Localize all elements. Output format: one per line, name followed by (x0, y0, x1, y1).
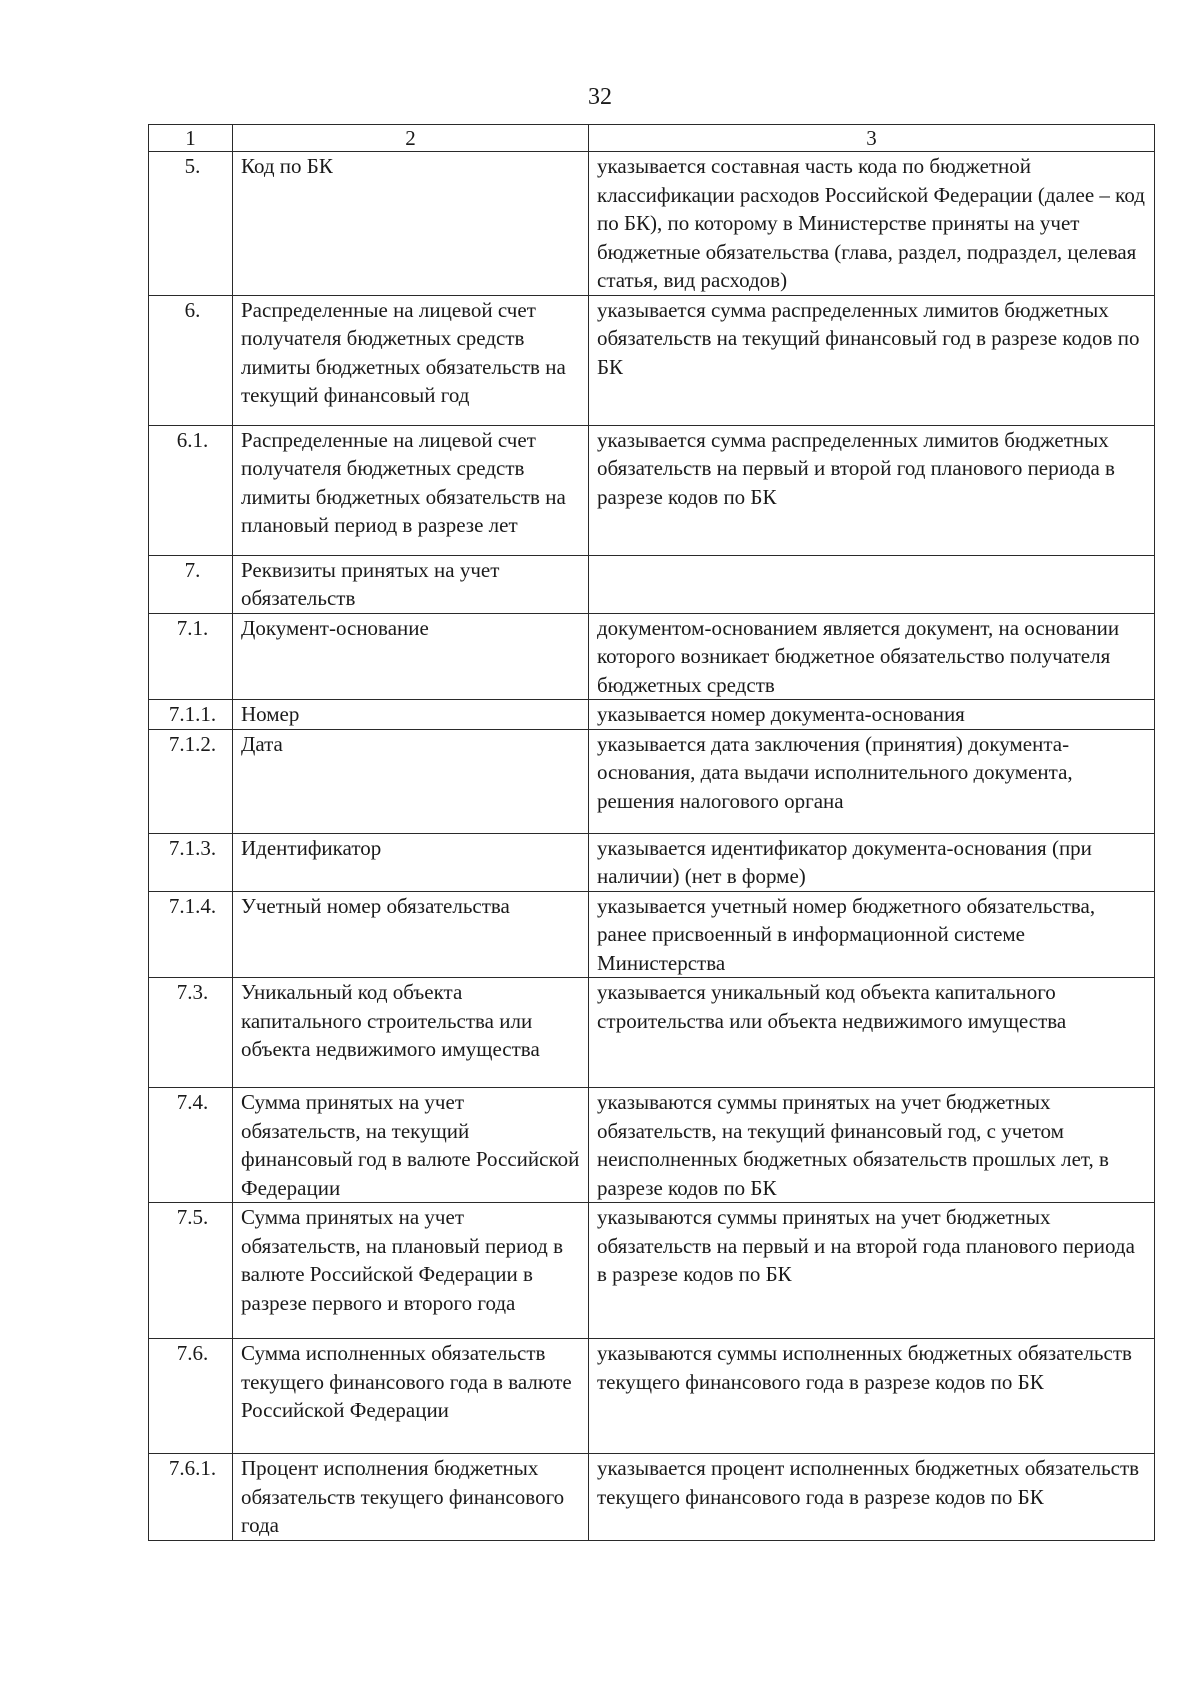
row-field-name: Учетный номер обязательства (233, 891, 589, 978)
page-number: 32 (588, 84, 612, 110)
row-number: 6.1. (149, 425, 233, 555)
table-row (149, 1088, 1155, 1203)
row-field-name: Сумма исполненных обязательств текущего финансового года в валюте Российской Федерации (233, 1339, 589, 1454)
row-description: указывается идентификатор документа-основания (при наличии) (нет в форме) (589, 833, 1155, 891)
column-header-1: 1 (149, 125, 233, 152)
row-description: указывается дата заключения (принятия) документа-основания, дата выдачи исполнительного документа, решения налогового органа (589, 729, 1155, 833)
row-field-name: Сумма принятых на учет обязательств, на текущий финансовый год в валюте Российской Федерации (233, 1088, 589, 1203)
row-field-name: Код по БК (233, 152, 589, 296)
row-description: указывается сумма распределенных лимитов бюджетных обязательств на первый и второй год планового периода в разрезе кодов по БК (589, 425, 1155, 555)
row-number: 6. (149, 295, 233, 425)
row-number: 7.1.3. (149, 833, 233, 891)
table-row (149, 1339, 1155, 1454)
row-field-name: Дата (233, 729, 589, 833)
row-field-name: Реквизиты принятых на учет обязательств (233, 555, 589, 613)
row-description: указывается составная часть кода по бюджетной классификации расходов Российской Федерации (далее – код по БК), по которому в Министерстве приняты на учет бюджетные обязательства (глава, раздел, подраздел, целевая статья, вид расходов) (589, 152, 1155, 296)
column-header-2: 2 (233, 125, 589, 152)
row-description: указывается сумма распределенных лимитов бюджетных обязательств на текущий финансовый год в разрезе кодов по БК (589, 295, 1155, 425)
row-number: 7. (149, 555, 233, 613)
row-number: 7.1. (149, 613, 233, 700)
row-field-name: Уникальный код объекта капитального строительства или объекта недвижимого имущества (233, 978, 589, 1088)
row-number: 7.1.1. (149, 700, 233, 730)
row-field-name: Распределенные на лицевой счет получателя бюджетных средств лимиты бюджетных обязательств на плановый период в разрезе лет (233, 425, 589, 555)
table-header-row (149, 125, 1155, 152)
row-field-name: Номер (233, 700, 589, 730)
row-description: указываются суммы исполненных бюджетных обязательств текущего финансового года в разрезе кодов по БК (589, 1339, 1155, 1454)
row-number: 7.3. (149, 978, 233, 1088)
row-description: документом-основанием является документ, на основании которого возникает бюджетное обязательство получателя бюджетных средств (589, 613, 1155, 700)
row-description: указываются суммы принятых на учет бюджетных обязательств, на текущий финансовый год, с учетом неисполненных бюджетных обязательств прошлых лет, в разрезе кодов по БК (589, 1088, 1155, 1203)
table-row (149, 729, 1155, 833)
table-row (149, 891, 1155, 978)
table-row (149, 833, 1155, 891)
row-description: указывается учетный номер бюджетного обязательства, ранее присвоенный в информационной системе Министерства (589, 891, 1155, 978)
table-row (149, 613, 1155, 700)
row-number: 7.4. (149, 1088, 233, 1203)
row-number: 7.6. (149, 1339, 233, 1454)
row-number: 7.5. (149, 1203, 233, 1339)
row-number: 7.6.1. (149, 1454, 233, 1541)
row-number: 7.1.2. (149, 729, 233, 833)
requisites-table (148, 124, 1155, 1541)
table-row (149, 555, 1155, 613)
row-number: 5. (149, 152, 233, 296)
row-number: 7.1.4. (149, 891, 233, 978)
row-description (589, 555, 1155, 613)
table-row (149, 1203, 1155, 1339)
table-row (149, 295, 1155, 425)
row-description: указывается номер документа-основания (589, 700, 1155, 730)
row-field-name: Документ-основание (233, 613, 589, 700)
column-header-3: 3 (589, 125, 1155, 152)
row-description: указываются суммы принятых на учет бюджетных обязательств на первый и на второй года планового периода в разрезе кодов по БК (589, 1203, 1155, 1339)
table-row (149, 700, 1155, 730)
row-description: указывается уникальный код объекта капитального строительства или объекта недвижимого имущества (589, 978, 1155, 1088)
table-row (149, 425, 1155, 555)
row-field-name: Распределенные на лицевой счет получателя бюджетных средств лимиты бюджетных обязательств на текущий финансовый год (233, 295, 589, 425)
row-description: указывается процент исполненных бюджетных обязательств текущего финансового года в разрезе кодов по БК (589, 1454, 1155, 1541)
row-field-name: Идентификатор (233, 833, 589, 891)
table-row (149, 978, 1155, 1088)
row-field-name: Процент исполнения бюджетных обязательств текущего финансового года (233, 1454, 589, 1541)
table-row (149, 1454, 1155, 1541)
row-field-name: Сумма принятых на учет обязательств, на плановый период в валюте Российской Федерации в разрезе первого и второго года (233, 1203, 589, 1339)
table-row (149, 152, 1155, 296)
